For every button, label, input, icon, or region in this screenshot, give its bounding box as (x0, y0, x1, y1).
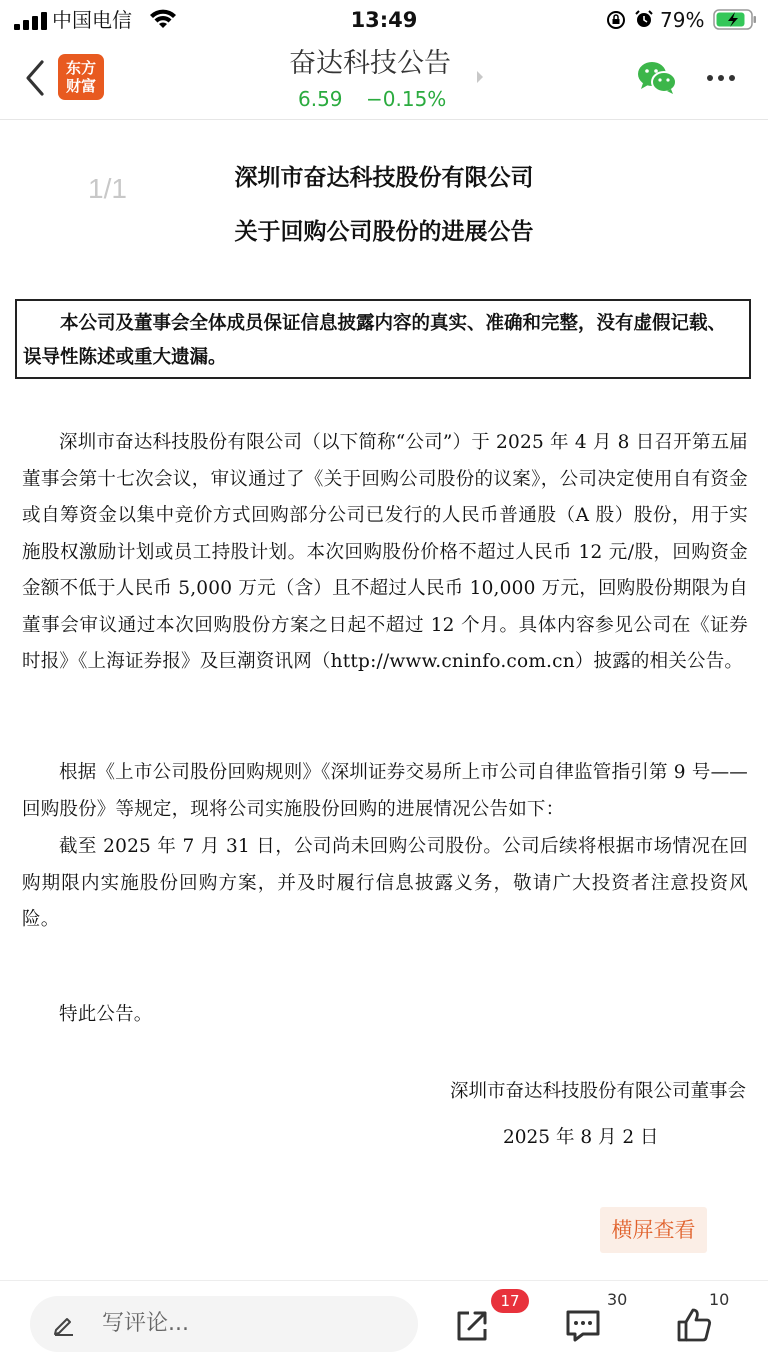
stock-price: 6.59 (298, 87, 343, 111)
comment-placeholder: 写评论... (102, 1311, 189, 1336)
paragraph-3: 截至 2025 年 7 月 31 日，公司尚未回购公司股份。公司后续将根据市场情况在回购期限内实施股份回购方案，并及时履行信息披露义务，敬请广大投资者注意投资风险。 (22, 836, 748, 930)
orientation-lock-icon (606, 10, 626, 30)
logo-line-2: 财富 (65, 77, 96, 95)
alarm-icon (634, 9, 654, 29)
like-icon[interactable] (676, 1307, 712, 1343)
document-title-line-2: 关于回购公司股份的进展公告 (234, 218, 534, 245)
share-count-badge: 17 (491, 1289, 529, 1313)
quote-arrow-icon[interactable] (476, 71, 484, 83)
comment-icon[interactable] (565, 1309, 601, 1343)
document-title-line-1: 深圳市奋达科技股份有限公司 (234, 164, 534, 191)
wechat-icon[interactable] (636, 60, 678, 96)
carrier-name: 中国电信 (52, 8, 132, 32)
battery-percentage: 79% (660, 8, 705, 32)
like-count: 10 (709, 1290, 730, 1309)
bottom-action-bar (0, 1280, 768, 1366)
landscape-view-button[interactable]: 横屏查看 (600, 1207, 707, 1253)
clock: 13:49 (350, 8, 418, 32)
comment-count: 30 (607, 1290, 628, 1309)
navigation-bar (0, 40, 768, 120)
signature-date: 2025 年 8 月 2 日 (503, 1127, 659, 1148)
page-indicator: 1/1 (88, 173, 127, 204)
disclaimer-box: 本公司及董事会全体成员保证信息披露内容的真实、准确和完整，没有虚假记载、误导性陈述或重大遗漏。 (15, 299, 751, 379)
share-icon[interactable] (455, 1309, 489, 1343)
paragraph-1: 深圳市奋达科技股份有限公司（以下简称“公司”）于 2025 年 4 月 8 日召开第五届董事会第十七次会议，审议通过了《关于回购公司股份的议案》，公司决定使用自有资金或自筹资金以集中竞价方式回购部分公司已发行的人民币普通股（A 股）股份，用于实施股权激励计划或员工持股计划。本次回购股份价格不超过人民币 12 元/股，回购资金金额不低于人民币 5,000 万元（含）且不超过人民币 10,000 万元，回购股份期限为自董事会审议通过本次回购股份方案之日起不超过 12 个月。具体内容参见公司在《证券时报》《上海证券报》及巨潮资讯网（http://www.cninfo.com.cn）披露的相关公告。 (22, 432, 748, 672)
battery-charging-icon (713, 9, 757, 30)
announcement-document (0, 121, 768, 1276)
comment-input[interactable] (30, 1296, 418, 1352)
paragraph-2: 根据《上市公司股份回购规则》《深圳证券交易所上市公司自律监管指引第 9 号——回购股份》等规定，现将公司实施股份回购的进展情况公告如下： (22, 762, 748, 820)
page-title: 奋达科技公告 (289, 48, 451, 79)
stock-change: −0.15% (366, 87, 447, 111)
logo-line-1: 东方 (65, 59, 96, 77)
more-options-icon[interactable] (706, 74, 736, 82)
closing-statement: 特此公告。 (59, 1004, 153, 1025)
status-bar (0, 0, 768, 40)
pencil-icon (52, 1312, 76, 1336)
signature-company: 深圳市奋达科技股份有限公司董事会 (449, 1081, 746, 1102)
